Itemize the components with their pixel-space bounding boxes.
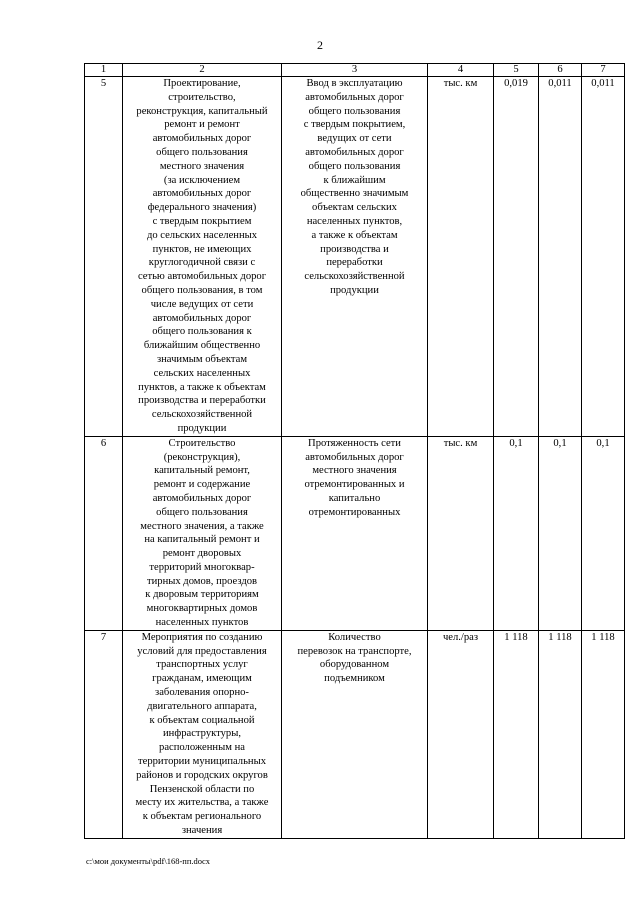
activity-cell-line: общего пользования, в том	[141, 284, 263, 296]
activity-cell-line: числе ведущих от сети	[150, 298, 254, 310]
activity-cell	[123, 630, 282, 838]
activity-cell-line: к объектам регионального	[142, 811, 262, 823]
value-cell-7: 0,011	[582, 77, 625, 437]
value-cell-5: 1 118	[494, 630, 539, 838]
activity-cell-line: ремонт дворовых	[162, 548, 242, 560]
activity-cell-line: на капитальный ремонт и	[144, 534, 260, 546]
value-cell-5: 0,1	[494, 436, 539, 630]
value-cell-7: 1 118	[582, 630, 625, 838]
activity-cell-line: общего пользования	[156, 506, 248, 518]
indicator-cell-line: отремонтированных	[308, 506, 401, 518]
activity-cell	[123, 77, 282, 437]
activity-cell-line: с твердым покрытием	[152, 215, 252, 227]
activity-cell-line: многоквартирных домов	[146, 603, 258, 615]
activity-cell-line: продукции	[177, 422, 227, 434]
indicator-cell-line: отремонтированных и	[304, 479, 405, 491]
value-cell-5: 0,019	[494, 77, 539, 437]
indicator-cell-line: производства и	[320, 243, 389, 255]
activity-cell-line: Проектирование,	[163, 78, 241, 89]
activity-cell-line: территорий многоквар-	[149, 561, 255, 573]
indicator-cell-line: общего пользования	[308, 160, 401, 172]
indicator-cell	[282, 630, 428, 838]
activity-cell-line: производства и переработки	[138, 395, 266, 407]
activity-cell-line: (за исключением	[163, 174, 241, 186]
activity-cell-line: районов и городских округов	[136, 769, 268, 781]
row-number-cell: 6	[85, 436, 123, 630]
activity-cell-line: федерального значения)	[147, 202, 257, 214]
activity-cell-line: пунктов, не имеющих	[152, 243, 252, 255]
indicator-cell-line: общественно значимым	[300, 188, 409, 200]
indicator-cell-line: подъемником	[324, 673, 385, 685]
activity-cell	[123, 436, 282, 630]
value-cell-6: 0,011	[539, 77, 582, 437]
activity-cell-line: сельскохозяйственной	[151, 409, 253, 421]
activity-cell-line: местного значения	[159, 160, 245, 172]
indicator-cell	[282, 77, 428, 437]
unit-cell: чел./раз	[428, 630, 494, 838]
row-number-cell: 5	[85, 77, 123, 437]
indicator-cell-line: перевозок на транспорте,	[297, 645, 412, 657]
indicator-cell-line: общего пользования	[308, 105, 401, 117]
activity-cell-line: сетью автомобильных дорог	[137, 271, 267, 283]
indicator-cell-line: продукции	[330, 284, 379, 296]
activity-cell-line: расположенным на	[159, 742, 245, 754]
activity-cell-line: двигательного аппарата,	[147, 700, 257, 712]
indicator-cell-line: автомобильных дорог	[305, 146, 404, 158]
activity-cell-line: значимым объектам	[156, 353, 248, 365]
activity-cell-line: населенных пунктов	[155, 617, 249, 629]
activity-cell-line: автомобильных дорог	[152, 312, 252, 324]
indicator-cell	[282, 436, 428, 630]
file-path-footer: c:\мои документы\pdf\168-пп.docx	[86, 856, 211, 866]
indicator-cell-line: населенных пунктов,	[306, 215, 403, 227]
activity-cell-line: транспортных услуг	[156, 659, 248, 671]
indicator-cell-line: переработки	[326, 257, 383, 269]
indicator-cell-line: местного значения	[312, 465, 397, 477]
table-row	[85, 77, 625, 437]
indicator-cell-line: Ввод в эксплуатацию	[306, 78, 403, 89]
activity-cell-line: условий для предоставления	[137, 645, 267, 657]
indicator-cell-line: автомобильных дорог	[305, 451, 404, 463]
activity-cell-line: автомобильных дорог	[152, 188, 252, 200]
indicator-cell-line: Количество	[328, 631, 381, 643]
activity-cell-line: местного значения, а также	[140, 520, 264, 532]
activity-cell-line: заболевания опорно-	[155, 687, 249, 699]
activity-cell-line: до сельских населенных	[146, 229, 258, 241]
activity-cell-line: сельских населенных	[153, 367, 251, 379]
activity-cell-line: пунктов, а также к объектам	[138, 381, 266, 393]
activity-cell-line: территории муниципальных	[137, 756, 266, 768]
activity-cell-line: к объектам социальной	[149, 714, 255, 726]
activity-cell-line: к дворовым территориям	[145, 589, 259, 601]
indicators-table	[84, 63, 625, 839]
header-cell: 7	[582, 64, 625, 77]
indicator-cell-line: капитально	[328, 492, 381, 504]
table-row	[85, 436, 625, 630]
activity-cell-line: капитальный ремонт,	[154, 465, 250, 477]
activity-cell-line: общего пользования	[156, 146, 248, 158]
header-cell: 6	[539, 64, 582, 77]
indicator-cell-line: к ближайшим	[323, 174, 386, 186]
activity-cell-line: строительство,	[168, 91, 236, 103]
header-cell: 4	[428, 64, 494, 77]
activity-cell-line: круглогодичной связи с	[148, 257, 256, 269]
activity-cell-line: Строительство	[168, 437, 236, 449]
indicator-cell-line: ведущих от сети	[317, 133, 392, 145]
table-row	[85, 630, 625, 838]
table-header-row	[85, 64, 625, 77]
activity-cell-line: общего пользования к	[152, 326, 252, 338]
activity-cell-line: реконструкция, капитальный	[136, 105, 268, 117]
activity-cell-line: тирных домов, проездов	[146, 575, 258, 587]
indicator-cell-line: с твердым покрытием,	[303, 119, 406, 131]
unit-cell: тыс. км	[428, 436, 494, 630]
activity-cell-line: гражданам, имеющим	[152, 673, 252, 685]
header-cell: 2	[123, 64, 282, 77]
indicator-cell-line: Протяженность сети	[308, 437, 401, 449]
activity-cell-line: автомобильных дорог	[152, 133, 252, 145]
value-cell-6: 1 118	[539, 630, 582, 838]
activity-cell-line: месту их жительства, а также	[135, 797, 269, 809]
activity-cell-line: значения	[181, 825, 223, 837]
indicator-cell-line: объектам сельских	[312, 202, 397, 214]
indicator-cell-line: а также к объектам	[311, 229, 398, 241]
activity-cell-line: Мероприятия по созданию	[141, 631, 263, 643]
row-number-cell: 7	[85, 630, 123, 838]
header-cell: 3	[282, 64, 428, 77]
value-cell-7: 0,1	[582, 436, 625, 630]
activity-cell-line: ближайшим общественно	[143, 340, 261, 352]
value-cell-6: 0,1	[539, 436, 582, 630]
activity-cell-line: (реконструкция),	[163, 451, 241, 463]
header-cell: 5	[494, 64, 539, 77]
indicator-cell-line: оборудованном	[319, 659, 390, 671]
indicator-cell-line: сельскохозяйственной	[304, 271, 405, 283]
activity-cell-line: Пензенской области по	[149, 783, 255, 795]
unit-cell: тыс. км	[428, 77, 494, 437]
header-cell: 1	[85, 64, 123, 77]
indicator-cell-line: автомобильных дорог	[305, 91, 404, 103]
activity-cell-line: инфраструктуры,	[163, 728, 241, 740]
activity-cell-line: автомобильных дорог	[152, 492, 252, 504]
activity-cell-line: ремонт и содержание	[153, 479, 251, 491]
page-number: 2	[317, 38, 323, 52]
activity-cell-line: ремонт и ремонт	[164, 119, 240, 131]
